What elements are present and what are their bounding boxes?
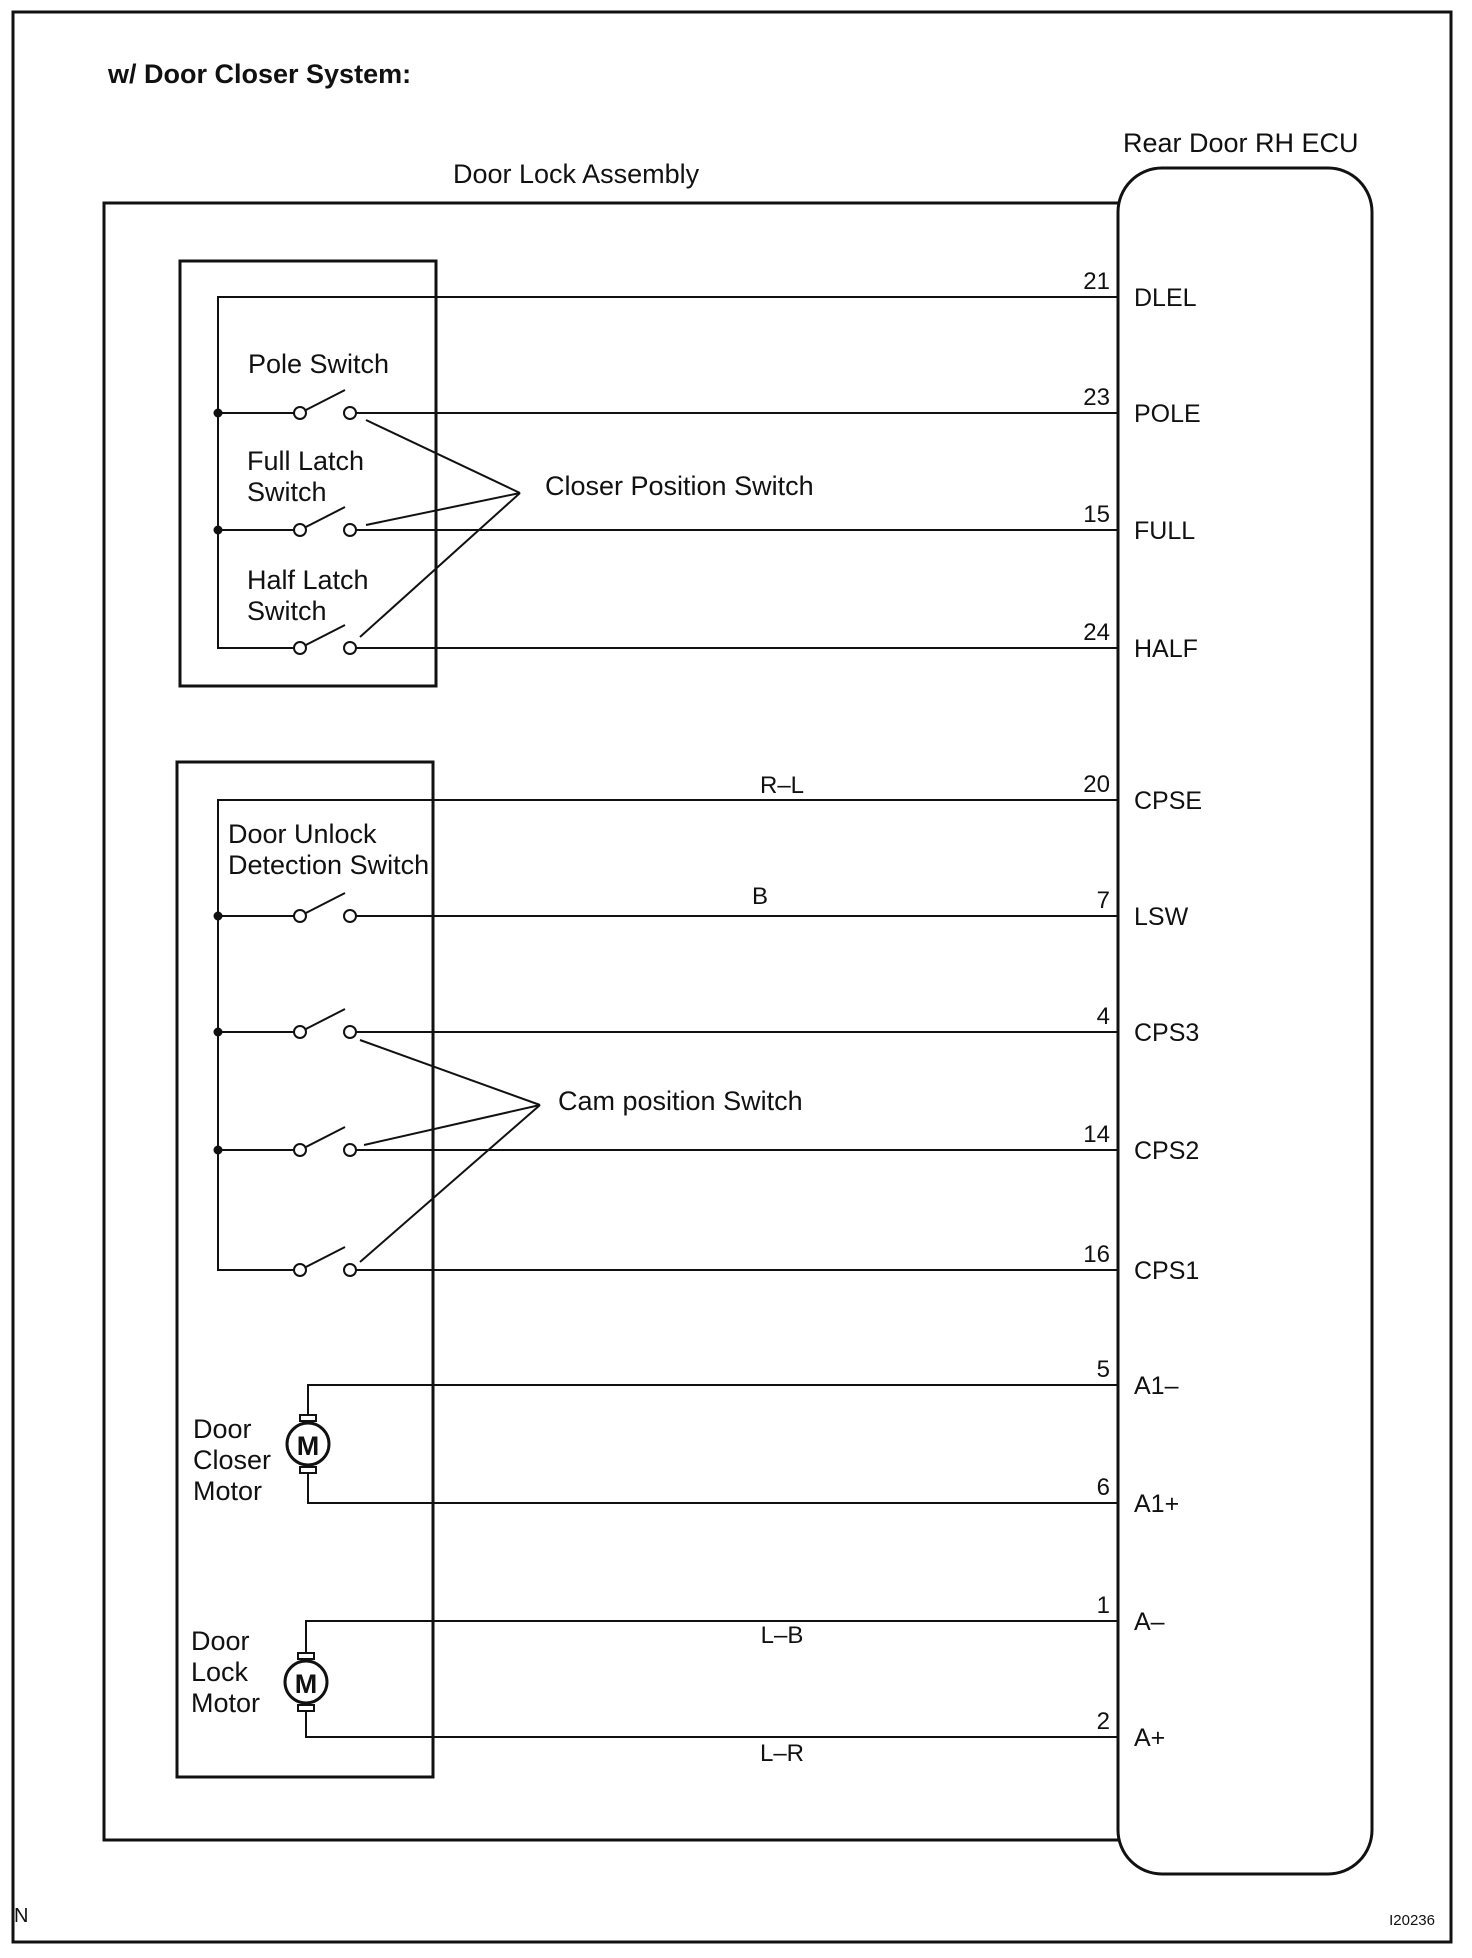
terminal-pin: 1	[1096, 1592, 1110, 1619]
terminal-pin: 16	[1083, 1241, 1110, 1268]
lock-motor-m: M	[294, 1669, 318, 1699]
lock-motor-label-3: Motor	[191, 1688, 261, 1718]
closer-motor-m: M	[296, 1431, 320, 1461]
pole-switch-label: Pole Switch	[248, 349, 390, 379]
terminal-name: POLE	[1134, 400, 1201, 428]
cam-position-switch-label: Cam position Switch	[558, 1086, 803, 1116]
terminal-name: CPS3	[1134, 1019, 1200, 1047]
terminal-name: CPSE	[1134, 787, 1203, 815]
terminal-pin: 21	[1083, 268, 1110, 295]
terminal-name: A+	[1134, 1724, 1166, 1752]
terminal-pin: 24	[1083, 619, 1110, 646]
terminal-name: LSW	[1134, 903, 1189, 931]
closer-motor-label-2: Closer	[193, 1445, 272, 1475]
figure-code: I20236	[1389, 1912, 1435, 1929]
closer-motor-label-1: Door	[193, 1414, 252, 1444]
diagram-title: w/ Door Closer System:	[108, 59, 412, 89]
wire-color-a-plus: L–R	[759, 1740, 805, 1767]
corner-mark: N	[14, 1905, 29, 1927]
lock-motor-label-1: Door	[191, 1626, 250, 1656]
door-lock-assembly-label: Door Lock Assembly	[453, 159, 700, 189]
terminal-name: DLEL	[1134, 284, 1197, 312]
wire-color-lsw: B	[751, 883, 769, 910]
terminal-pin: 14	[1083, 1121, 1110, 1148]
terminal-pin: 20	[1083, 771, 1110, 798]
terminal-pin: 7	[1096, 887, 1110, 914]
unlock-switch-label-1: Door Unlock	[228, 819, 377, 849]
full-latch-label-1: Full Latch	[247, 446, 365, 476]
lower-wiring	[214, 800, 1119, 1737]
lock-motor-label-2: Lock	[191, 1657, 249, 1687]
full-latch-label-2: Switch	[247, 477, 327, 507]
closer-motor-label-3: Motor	[193, 1476, 263, 1506]
terminal-name: HALF	[1134, 635, 1198, 663]
half-latch-label-1: Half Latch	[247, 565, 369, 595]
wire-color-a-minus: L–B	[760, 1622, 804, 1649]
terminal-pin: 2	[1096, 1708, 1110, 1735]
ecu-terminals	[1083, 268, 1202, 1752]
terminal-pin: 15	[1083, 501, 1110, 528]
unlock-switch-label-2: Detection Switch	[228, 850, 430, 880]
terminal-pin: 6	[1096, 1474, 1110, 1501]
terminal-pin: 23	[1083, 384, 1110, 411]
terminal-name: A1–	[1134, 1372, 1179, 1400]
terminal-pin: 4	[1096, 1003, 1110, 1030]
terminal-name: A1+	[1134, 1490, 1180, 1518]
terminal-name: CPS2	[1134, 1137, 1200, 1165]
terminal-name: A–	[1134, 1608, 1165, 1636]
terminal-name: CPS1	[1134, 1257, 1200, 1285]
terminal-pin: 5	[1096, 1356, 1110, 1383]
wire-color-cpse: R–L	[759, 772, 805, 799]
ecu-label: Rear Door RH ECU	[1123, 128, 1359, 158]
half-latch-label-2: Switch	[247, 596, 327, 626]
terminal-name: FULL	[1134, 517, 1196, 545]
closer-position-switch-label: Closer Position Switch	[545, 471, 814, 501]
